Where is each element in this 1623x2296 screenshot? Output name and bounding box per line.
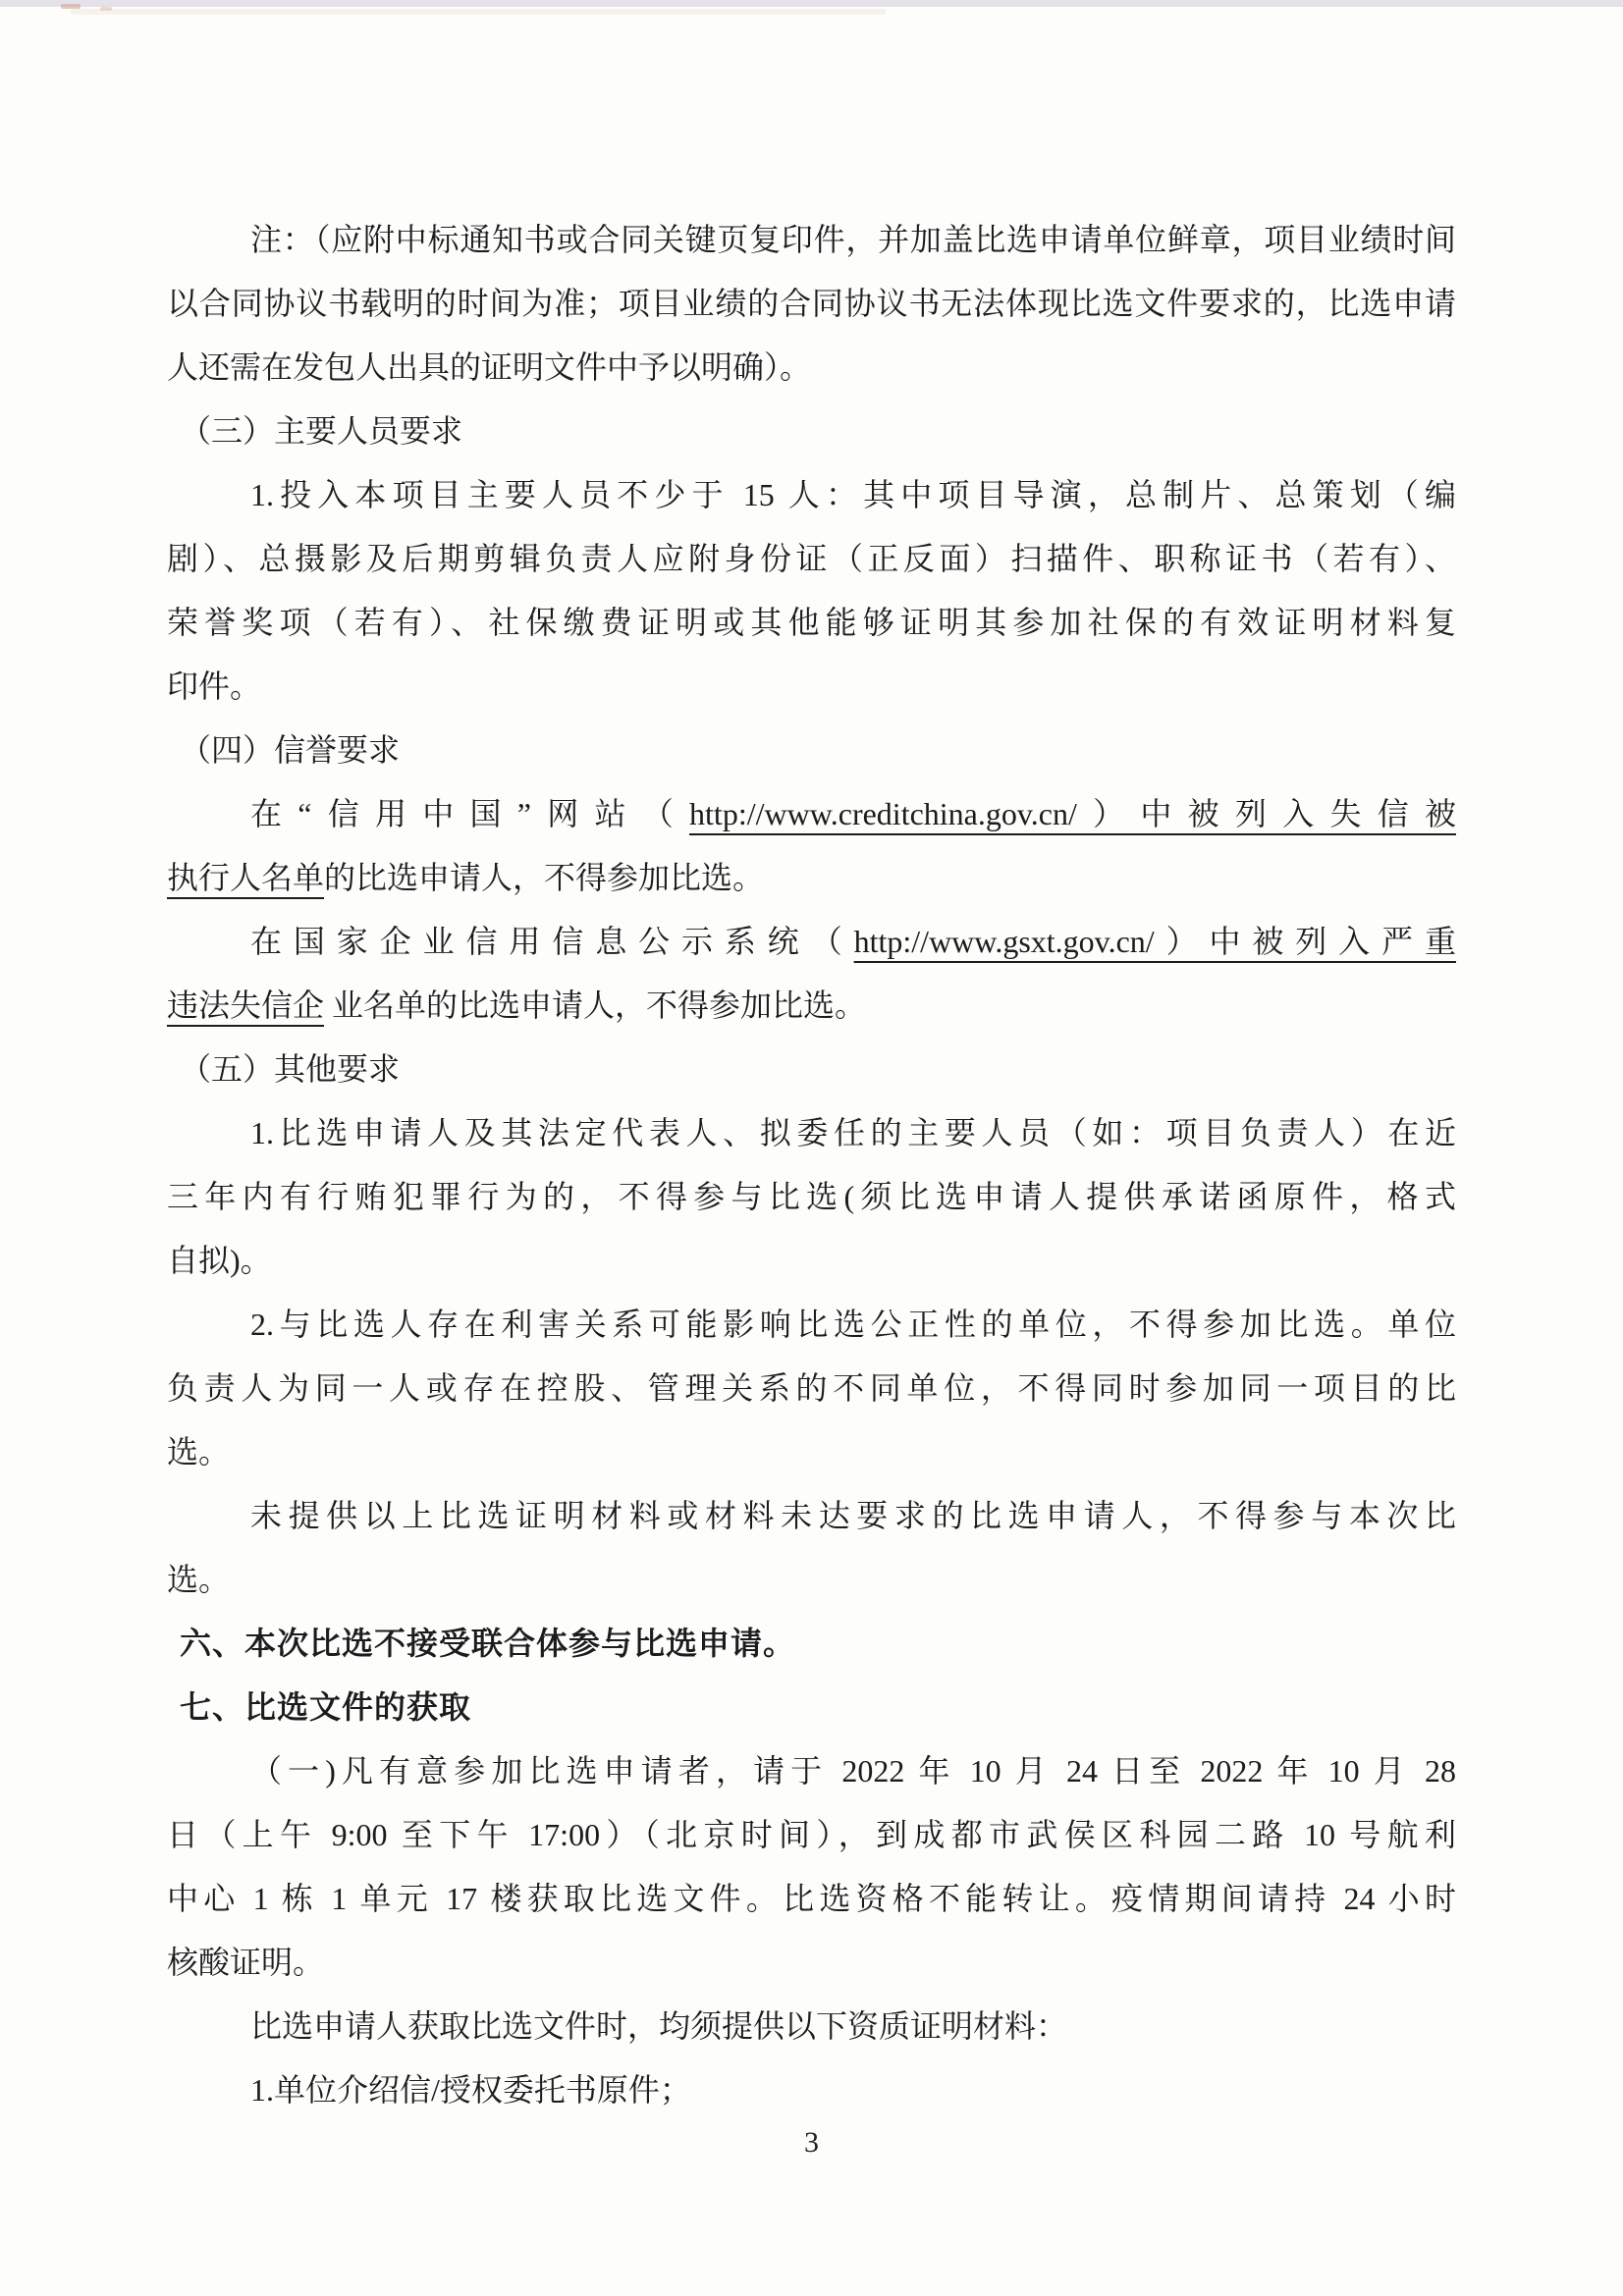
text-run: 日（上午 9:00 至下午 17:00）（北京时间），到成都市武侯区科园二路 10 号航利 (167, 1817, 1456, 1852)
text-run: （五）其他要求 (180, 1051, 401, 1087)
text-line (167, 719, 1456, 782)
text-line (167, 1038, 1456, 1101)
text-run: （一)凡有意参加比选申请者，请于 2022 年 10 月 24 日至 2022 年 10 月 28 (250, 1753, 1456, 1789)
text-run: 选。 (167, 1562, 231, 1597)
text-run: 印件。 (167, 668, 262, 704)
text-run: 自拟)。 (167, 1243, 272, 1278)
text-run: 注：（应附中标通知书或合同关键页复印件，并加盖比选申请单位鲜章，项目业绩时间 (250, 222, 1456, 257)
text-run: （三）主要人员要求 (180, 413, 463, 449)
text-run: 剧）、总摄影及后期剪辑负责人应附身份证（正反面）扫描件、职称证书（若有）、 (167, 541, 1456, 576)
text-run: 在国家企业信用信息公示系统（ (250, 924, 854, 959)
text-line (167, 1484, 1456, 1548)
text-line (167, 1803, 1456, 1867)
text-run: （四）信誉要求 (180, 732, 401, 768)
scan-artifact (71, 9, 886, 15)
text-run: 未提供以上比选证明材料或材料未达要求的比选申请人，不得参与本次比 (250, 1498, 1456, 1533)
underlined-text: 执行人名单 (167, 860, 325, 895)
text-line (167, 1867, 1456, 1931)
text-run: 1.投入本项目主要人员不少于 15 人：其中项目导演，总制片、总策划（编 (250, 477, 1456, 512)
text-run: 核酸证明。 (167, 1945, 325, 1980)
text-run: 2.与比选人存在利害关系可能影响比选公正性的单位，不得参加比选。单位 (250, 1307, 1456, 1342)
text-line (167, 1420, 1456, 1484)
text-line (167, 846, 1456, 910)
text-line (167, 400, 1456, 463)
document-body (167, 208, 1456, 2122)
underlined-text: http://www.creditchina.gov.cn/）中被列入失信被 (689, 796, 1456, 831)
scan-edge-strip (0, 0, 1623, 7)
text-run: 的比选申请人，不得参加比选。 (324, 860, 765, 895)
text-line (167, 1357, 1456, 1420)
text-run: 六、本次比选不接受联合体参与比选申请。 (180, 1626, 796, 1661)
text-line (167, 974, 1456, 1038)
text-run: 1.比选申请人及其法定代表人、拟委任的主要人员（如：项目负责人）在近 (250, 1115, 1456, 1150)
text-run: 负责人为同一人或存在控股、管理关系的不同单位，不得同时参加同一项目的比 (167, 1370, 1456, 1406)
text-run: 人还需在发包人出具的证明文件中予以明确）。 (167, 349, 812, 385)
text-line (167, 1548, 1456, 1612)
text-run: 荣誉奖项（若有）、社保缴费证明或其他能够证明其参加社保的有效证明材料复 (167, 605, 1456, 640)
underlined-text: http://www.gsxt.gov.cn/）中被列入严重 (853, 924, 1456, 959)
text-line (167, 1101, 1456, 1165)
text-line (167, 2058, 1456, 2122)
text-run: 比选申请人获取比选文件时，均须提供以下资质证明材料： (250, 2008, 1068, 2044)
page-number: 3 (804, 2126, 819, 2159)
underlined-text: 违法失信企 (167, 988, 325, 1023)
text-line (167, 527, 1456, 591)
text-run: 选。 (167, 1434, 231, 1469)
text-line (167, 272, 1456, 336)
text-line (167, 1229, 1456, 1293)
text-line (167, 655, 1456, 719)
text-line (167, 1739, 1456, 1803)
text-run: 七、比选文件的获取 (180, 1689, 472, 1725)
text-line (167, 1165, 1456, 1229)
text-run: 1.单位介绍信/授权委托书原件； (250, 2072, 691, 2108)
text-line (167, 1676, 1456, 1739)
text-line (167, 1612, 1456, 1676)
text-line (167, 208, 1456, 272)
text-run: 三年内有行贿犯罪行为的，不得参与比选(须比选申请人提供承诺函原件，格式 (167, 1179, 1456, 1214)
text-line (167, 1931, 1456, 1995)
text-line (167, 336, 1456, 400)
text-line (167, 1995, 1456, 2058)
text-line (167, 1293, 1456, 1357)
text-line (167, 910, 1456, 974)
text-run: 在“信用中国”网站（ (250, 796, 690, 831)
text-line (167, 591, 1456, 655)
text-run: 中心 1 栋 1 单元 17 楼获取比选文件。比选资格不能转让。疫情期间请持 24 小时 (167, 1881, 1456, 1916)
text-line (167, 782, 1456, 846)
text-run: 以合同协议书载明的时间为准；项目业绩的合同协议书无法体现比选文件要求的，比选申请 (167, 286, 1456, 321)
text-line (167, 463, 1456, 527)
text-run: 业名单的比选申请人，不得参加比选。 (324, 988, 867, 1023)
